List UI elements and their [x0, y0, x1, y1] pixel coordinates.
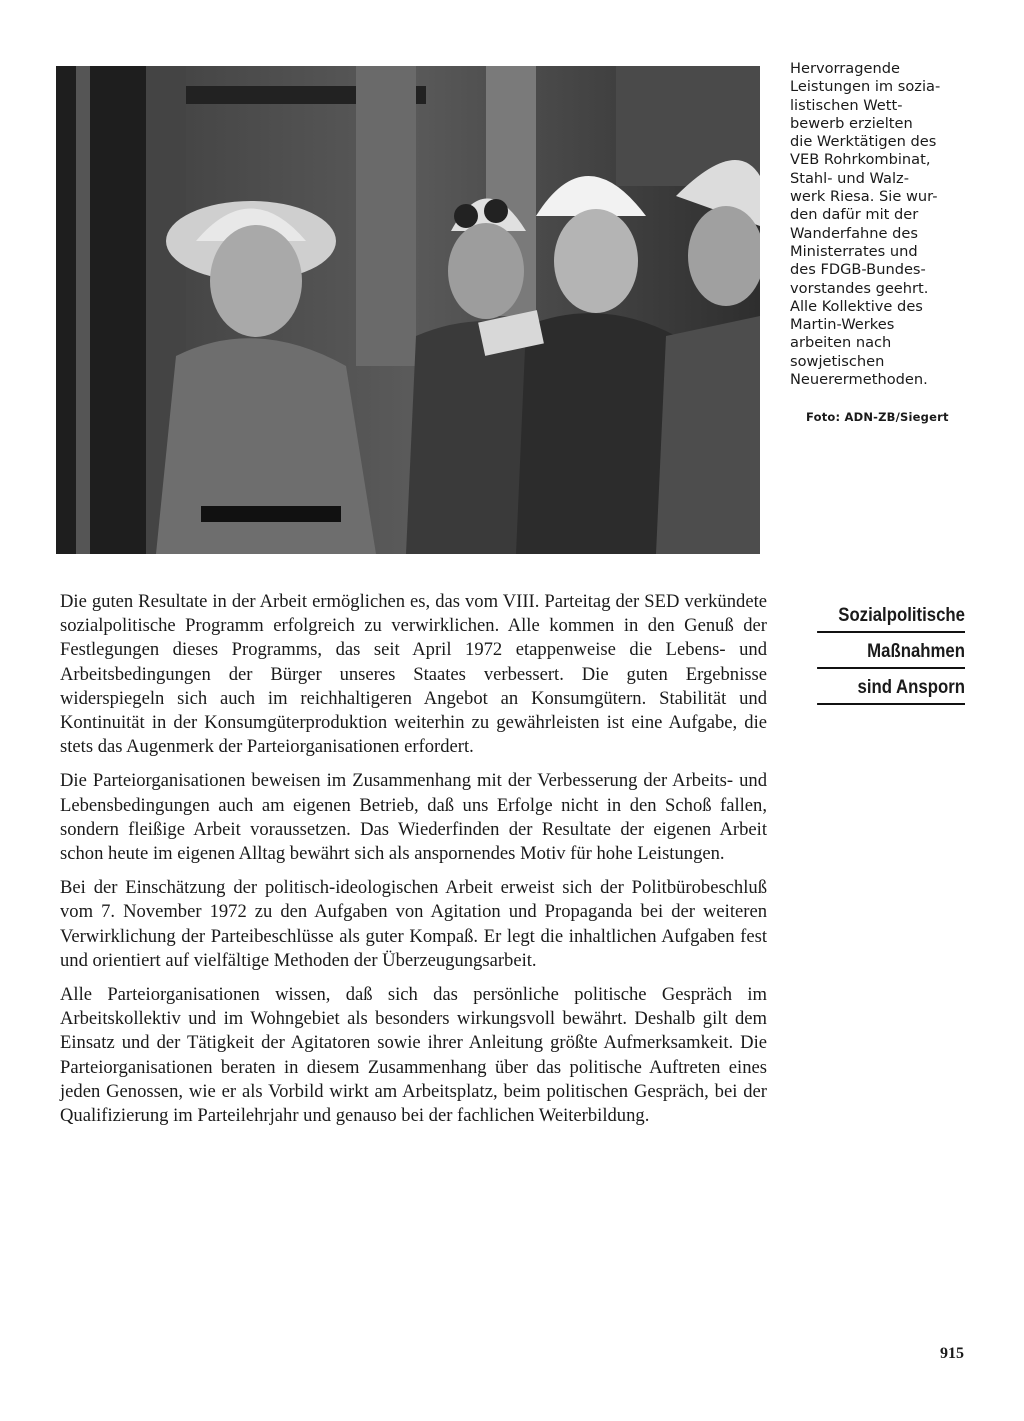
- headline-line-3: sind Ansporn: [817, 672, 965, 705]
- photo-caption: Hervorragende Leistungen im sozia- listischen Wett- bewerb erzielten die Werktätigen des VEB Rohrkombinat, Stahl- und Walz- werk Riesa. Sie wur- den dafür mit der Wanderfahne des Ministerrates und des FDGB-Bundes- vorstandes geehrt. Alle Kollektive des Martin-Werkes arbeiten nach sowjetischen Neuerermethoden.: [790, 60, 941, 389]
- paragraph: Alle Parteiorganisationen wissen, daß sich das persönliche politische Gespräch im Arbeitskollektiv und im Wohngebiet als besonders wirkungsvoll bewährt. Deshalb gilt dem Einsatz und der Tätigkeit der Agitatoren sowie ihrer Anleitung größte Aufmerksamkeit. Die Parteiorganisationen beraten in diesem Zusammenhang über das politische Auftreten eines jeden Genossen, wie er als Vorbild wirkt am Arbeitsplatz, beim politischen Gespräch, bei der Qualifizierung im Parteilehrjahr und genauso bei der fachlichen Weiterbildung.: [60, 984, 767, 1127]
- article-body: [60, 590, 767, 1138]
- side-headline: [817, 600, 965, 708]
- headline-line-1: Sozialpolitische: [817, 600, 965, 633]
- paragraph: Die guten Resultate in der Arbeit ermöglichen es, das vom VIII. Parteitag der SED verkündete sozialpolitische Programm erfolgreich zu verwirklichen. Alle kommen in den Genuß der Festlegungen dieses Programms, das seit April 1972 etappenweise die Lebens- und Arbeitsbedingungen der Bürger unseres Staates verbessert. Die guten Ergebnisse widerspiegeln sich auch im reichhaltigeren Angebot an Konsumgütern. Stabilität und Kontinuität in der Konsumgüterproduktion weiterhin zu gewährleisten ist eine Aufgabe, die stets das Augenmerk der Parteiorganisationen erfordert.: [60, 591, 767, 758]
- page-number: 915: [940, 1345, 964, 1362]
- photo-miners-inspecting-icon: [56, 66, 760, 554]
- paragraph: Bei der Einschätzung der politisch-ideologischen Arbeit erweist sich der Politbürobeschluß vom 7. November 1972 zu den Aufgaben von Agitation und Propaganda bei der weiteren Verwirklichung der Parteibeschlüsse als guter Kompaß. Er legt die inhaltlichen Aufgaben fest und orientiert auf vielfältige Methoden der Überzeugungsarbeit.: [60, 877, 767, 971]
- news-photo: [56, 66, 760, 554]
- paragraph: Die Parteiorganisationen beweisen im Zusammenhang mit der Verbesserung der Arbeits- und Lebensbedingungen auch am eigenen Betrieb, daß uns Erfolge nicht in den Schoß fallen, sondern fleißige Arbeit voraussetzen. Das Wiederfinden der Resultate der eigenen Arbeit schon heute im eigenen Alltag bewährt sich als anspornendes Motiv für hohe Leistungen.: [60, 770, 767, 865]
- photo-credit: Foto: ADN-ZB/Siegert: [806, 410, 949, 424]
- headline-line-2: Maßnahmen: [817, 636, 965, 669]
